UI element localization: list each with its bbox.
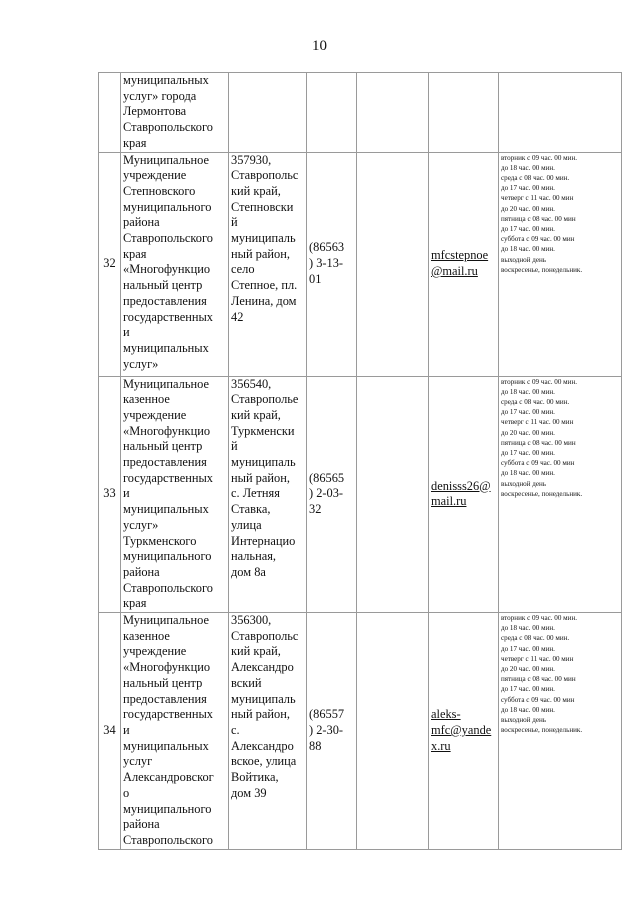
schedule-line: до 18 час. 00 мин. [501,163,555,172]
address-line: Александро [231,660,294,675]
name-line: Ставропольского [123,580,213,595]
name-line: «Многофункцио [123,660,211,675]
address-line: Степное, пл. [231,278,298,293]
empty-cell [357,152,429,376]
schedule-line: до 18 час. 00 мин. [501,624,555,633]
name-line: муниципального [123,801,212,816]
address-line: й [231,215,238,230]
row-number-cell [99,613,121,850]
address-line: Ставка, [231,502,271,517]
email-cell [429,73,499,153]
address-line: ный район, [231,707,290,722]
organization-name-cell [121,152,229,376]
phone-line: 32 [309,502,322,517]
name-line: Ставропольского [123,231,213,246]
mfc-table [98,72,622,850]
address-line: ный район, [231,470,290,485]
name-line: муниципальных [123,340,209,355]
table-row [99,376,622,613]
name-line: услуг» [123,517,159,532]
name-line: Муниципальное [123,152,209,167]
schedule-line: воскресенье, понедельник. [501,265,583,274]
table-row [99,73,622,153]
name-line: учреждение [123,644,187,659]
row-number: 32 [103,256,116,271]
address-line: муниципаль [231,231,296,246]
address-line: вский [231,675,262,690]
name-line: Александровског [123,770,214,785]
name-line: Ставропольского [123,832,213,847]
row-number-cell [99,152,121,376]
schedule-cell [499,613,622,850]
schedule-line: до 20 час. 00 мин. [501,204,555,213]
email-link[interactable]: mail.ru [431,494,467,509]
name-line: района [123,817,160,832]
name-line: района [123,564,160,579]
phone-line: (86557 [309,707,345,722]
name-line: нальный центр [123,675,203,690]
name-line: услуг» города [123,88,197,103]
address-line: 357930, [231,152,272,167]
address-line: дом 8а [231,564,266,579]
address-cell [229,73,307,153]
address-line: ный район, [231,246,290,261]
name-line: Муниципальное [123,376,209,391]
phone-cell [307,376,357,613]
schedule-line: выходной день [501,479,547,488]
email-link[interactable]: denisss26@ [431,478,491,493]
name-line: учреждение [123,168,187,183]
address-line: село [231,262,255,277]
schedule-cell [499,152,622,376]
schedule-line: до 17 час. 00 мин. [501,685,555,694]
name-line: муниципальных [123,502,209,517]
name-line: предоставления [123,691,207,706]
address-line: й [231,439,238,454]
name-line: края [123,246,147,261]
name-line: муниципальных [123,73,209,87]
phone-cell [307,613,357,850]
address-line: Ставропольс [231,168,299,183]
address-line: 42 [231,309,244,324]
address-line: 356300, [231,613,272,628]
address-line: Степновски [231,199,294,214]
address-line: Интернацио [231,533,296,548]
address-line: нальная, [231,549,277,564]
name-line: «Многофункцио [123,262,211,277]
row-number: 34 [103,722,116,737]
email-link[interactable]: mfcstepnoe [431,248,489,263]
phone-cell [307,73,357,153]
address-line: дом 39 [231,785,267,800]
name-line: и [123,325,130,340]
email-link[interactable]: @mail.ru [431,264,478,279]
name-line: Ставропольского [123,120,213,135]
address-line: муниципаль [231,455,296,470]
name-line: нальный центр [123,278,203,293]
schedule-cell [499,376,622,613]
name-line: края [123,596,147,611]
schedule-line: четверг с 11 час. 00 мин [501,654,574,663]
email-link[interactable]: x.ru [431,738,451,753]
phone-line: ) 2-30- [309,722,344,737]
address-line: Войтика, [231,770,279,785]
name-line: Муниципальное [123,613,209,628]
phone-line: ) 3-13- [309,256,344,271]
name-line: государственных [123,309,214,324]
name-line: муниципального [123,549,212,564]
page-number: 10 [312,38,327,54]
schedule-line: до 20 час. 00 мин. [501,665,555,674]
row-number: 33 [103,486,116,501]
row-number-cell [99,73,121,153]
schedule-line: до 18 час. 00 мин. [501,469,555,478]
schedule-line: вторник с 09 час. 00 мин. [501,153,578,162]
name-line: и [123,486,130,501]
email-cell [429,613,499,850]
schedule-line: до 17 час. 00 мин. [501,184,555,193]
organization-name-cell [121,73,229,153]
name-line: учреждение [123,407,187,422]
schedule-line: до 17 час. 00 мин. [501,408,555,417]
name-line: Степновского [123,183,196,198]
table-row [99,152,622,376]
name-line: Туркменского [123,533,197,548]
name-line: государственных [123,470,214,485]
address-cell [229,152,307,376]
name-line: района [123,215,160,230]
schedule-line: воскресенье, понедельник. [501,726,583,735]
name-line: предоставления [123,455,207,470]
schedule-line: до 18 час. 00 мин. [501,705,555,714]
schedule-line: воскресенье, понедельник. [501,489,583,498]
address-cell [229,376,307,613]
address-line: кий край, [231,644,281,659]
email-link[interactable]: aleks- [431,707,461,722]
name-line: услуг» [123,356,159,371]
address-line: Туркменски [231,423,295,438]
phone-line: 01 [309,271,322,286]
address-line: с. [231,722,240,737]
address-line: кий край, [231,183,281,198]
phone-line: ) 2-03- [309,486,344,501]
phone-line: (86563 [309,240,345,255]
schedule-line: до 17 час. 00 мин. [501,644,555,653]
schedule-line: среда с 08 час. 00 мин. [501,397,570,406]
address-line: Александро [231,738,294,753]
schedule-line: до 20 час. 00 мин. [501,428,555,437]
schedule-line: до 18 час. 00 мин. [501,387,555,396]
name-line: муниципального [123,199,212,214]
schedule-line: выходной день [501,255,547,264]
name-line: нальный центр [123,439,203,454]
name-line: казенное [123,628,170,643]
email-cell [429,376,499,613]
address-line: кий край, [231,407,281,422]
name-line: и [123,722,130,737]
schedule-line: пятница с 08 час. 00 мин [501,675,576,684]
address-line: Ставрополье [231,392,299,407]
row-number-cell [99,376,121,613]
schedule-line: до 18 час. 00 мин. [501,245,555,254]
name-line: предоставления [123,293,207,308]
schedule-line: до 17 час. 00 мин. [501,448,555,457]
schedule-line: до 17 час. 00 мин. [501,224,555,233]
schedule-line: среда с 08 час. 00 мин. [501,634,570,643]
empty-cell [357,376,429,613]
address-line: 356540, [231,376,272,391]
name-line: казенное [123,392,170,407]
phone-line: 88 [309,738,322,753]
name-line: «Многофункцио [123,423,211,438]
organization-name-cell [121,376,229,613]
email-link[interactable]: mfc@yande [431,722,492,737]
name-line: Лермонтова [123,104,187,119]
schedule-line: пятница с 08 час. 00 мин [501,438,576,447]
name-line: услуг [123,754,153,769]
schedule-line: выходной день [501,716,547,725]
address-line: Ставропольс [231,628,299,643]
address-cell [229,613,307,850]
organization-name-cell [121,613,229,850]
email-cell [429,152,499,376]
name-line: о [123,785,130,800]
schedule-line: пятница с 08 час. 00 мин [501,214,576,223]
table-row [99,613,622,850]
schedule-line: вторник с 09 час. 00 мин. [501,377,578,386]
name-line: государственных [123,707,214,722]
schedule-line: среда с 08 час. 00 мин. [501,173,570,182]
name-line: муниципальных [123,738,209,753]
phone-line: (86565 [309,470,345,485]
name-line: края [123,135,147,150]
schedule-line: вторник с 09 час. 00 мин. [501,614,578,623]
address-line: с. Летняя [231,486,280,501]
empty-cell [357,613,429,850]
address-line: вское, улица [231,754,297,769]
schedule-line: четверг с 11 час. 00 мин [501,418,574,427]
address-line: улица [231,517,262,532]
empty-cell [357,73,429,153]
schedule-line: суббота с 09 час. 00 мин [501,235,575,244]
phone-cell [307,152,357,376]
schedule-line: суббота с 09 час. 00 мин [501,459,575,468]
schedule-line: четверг с 11 час. 00 мин [501,194,574,203]
schedule-line: суббота с 09 час. 00 мин [501,695,575,704]
address-line: муниципаль [231,691,296,706]
schedule-cell [499,73,622,153]
address-line: Ленина, дом [231,293,297,308]
